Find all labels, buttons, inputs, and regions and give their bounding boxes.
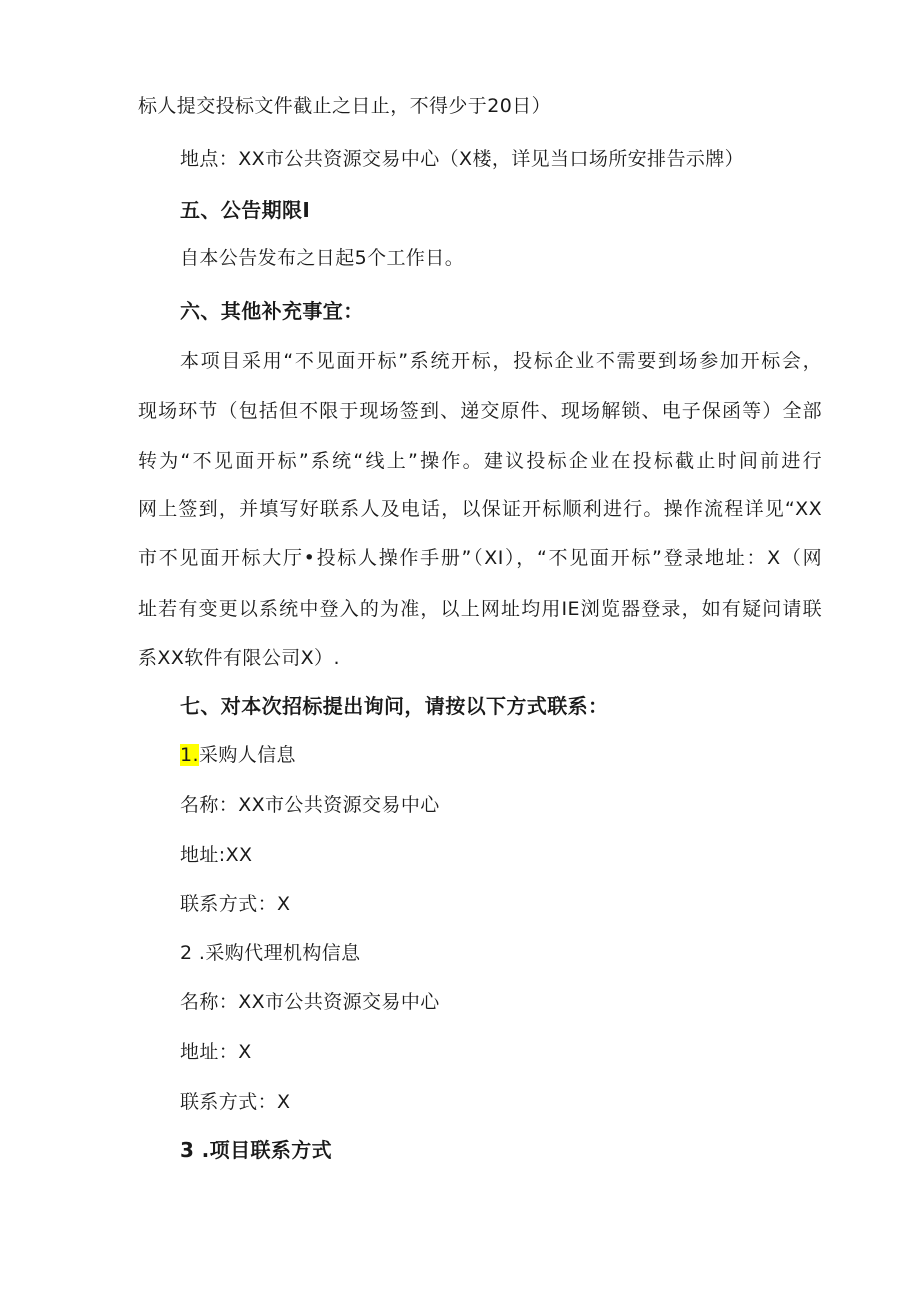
subsection-3-title: 3 .项目联系方式 [180,1138,333,1162]
paragraph-line: 现场环节（包括但不限于现场签到、递交原件、现场解锁、电子保函等）全部 [138,400,822,422]
paragraph-line: 址若有变更以系统中登入的为准，以上网址均用IE浏览器登录，如有疑问请联 [138,598,822,620]
purchaser-contact: 联系方式：X [180,893,291,915]
paragraph-line: 本项目采用“不见面开标”系统开标，投标企业不需要到场参加开标会， [180,350,822,372]
paragraph-line: 标人提交投标文件截止之日止，不得少于20日） [138,95,551,117]
section-heading-7: 七、对本次招标提出询问，请按以下方式联系： [180,694,609,718]
section-heading-5: 五、公告期限I [180,198,311,222]
paragraph-line: 市不见面开标大厅•投标人操作手册”（XI），“不见面开标”登录地址：X（网 [138,547,822,569]
paragraph-line: 系XX软件有限公司X）. [138,647,340,669]
agency-name: 名称：XX市公共资源交易中心 [180,991,440,1013]
highlighted-number: 1. [180,744,199,766]
notice-period-line: 自本公告发布之日起5个工作日。 [180,247,465,269]
section-heading-6: 六、其他补充事宜： [180,299,364,323]
paragraph-line: 转为“不见面开标”系统“线上”操作。建议投标企业在投标截止时间前进行 [138,450,822,472]
subsection-2-title: 2 .采购代理机构信息 [180,942,361,964]
paragraph-line: 网上签到，并填写好联系人及电话，以保证开标顺利进行。操作流程详见“XX [138,498,822,520]
subsection-1-title [180,743,296,767]
agency-contact: 联系方式：X [180,1091,291,1113]
purchaser-address: 地址:XX [180,844,253,866]
location-line: 地点：XX市公共资源交易中心（X楼，详见当口场所安排告示牌） [180,148,745,170]
agency-address: 地址：X [180,1041,252,1063]
subsection-label: 采购人信息 [198,744,296,766]
purchaser-name: 名称：XX市公共资源交易中心 [180,794,440,816]
